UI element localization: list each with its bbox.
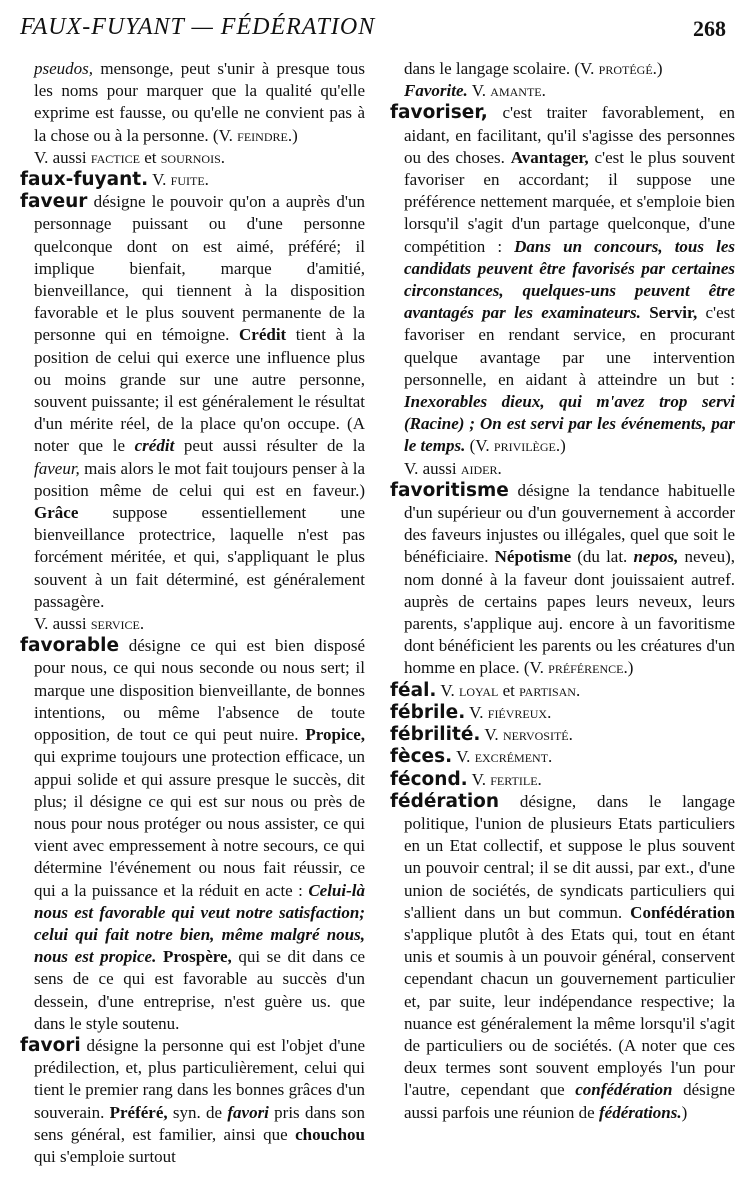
entry-feces: fèces. V. excrément. <box>390 746 553 768</box>
entry-faveur: faveur désigne le pouvoir qu'on a auprès d'un personnage puissant ou d'une personne quelconque dont on est aimé, préféré; il implique bienfait, marque d'amitié, bienveillance, qui tiennent à la disposition favorable et le plus souvent permanente de la personne qui en témoigne. Crédit tient à la position de celui qui exerce une influence plus ou moins grande sur une autre personne, souvent puissante; il est généralement le résultat d'un mérite réel, de la place qu'on occupe. (A noter que le crédit peut aussi résulter de la faveur, mais alors le mot fait toujours penser à la position même de celui qui est en faveur.) Grâce suppose essentiellement une bienveillance protectrice, laquelle n'est pas forcément méritée, et qui, s'appliquant le plus souvent à un fait déterminé, est généralement passagère. <box>20 191 366 611</box>
headword: fébrilité. <box>390 724 481 746</box>
headword: favoriser, <box>390 102 488 124</box>
continued-entry: pseudos, mensonge, peut s'unir à presque tous les noms pour marquer que la qualité qu'elle exprime est fausse, ou qu'elle ne convient pas à la chose ou à la personne. (V. feindre.) <box>34 59 365 145</box>
entry-faux-fuyant: faux-fuyant. V. fuite. <box>20 169 209 191</box>
entry-favorable: favorable désigne ce qui est bien disposé pour nous, ce qui nous seconde ou nous sert; il marque une disposition bienveillante, de bonnes intentions, ou même l'absence de toute opposition, de tout ce qui peut nuire. Propice, qui exprime toujours une protection efficace, un appui solide et qui assure presque le succès, dit plus; il désigne ce qui est sur nous ou près de nous pour nous protéger ou nous assister, ce qui vient avec empressement à notre secours, ce qui détermine l'événement ou nous fait réussir, ce qui a la puissance et la réduit en acte : Celui-là nous est favorable qui veut notre satisfaction; celui qui fait notre bien, même malgré nous, nous est propice. Prospère, qui se dit dans ce sens de ce qui est favorable au succès d'un dessein, d'une entreprise, n'est guère us. que dans le style soutenu. <box>20 635 366 1033</box>
synonym: Népotisme <box>494 547 572 567</box>
headword: fédération <box>390 790 500 812</box>
cross-reference: factice <box>90 147 140 167</box>
cross-reference: sournois <box>160 147 221 167</box>
synonym: Propice, <box>305 725 365 745</box>
cross-reference: nervosité <box>502 725 569 745</box>
page-number: 268 <box>693 16 726 41</box>
synonym: chouchou <box>295 1124 365 1144</box>
entry-favorite: Favorite. V. amante. <box>404 81 546 101</box>
headword: favori <box>20 1034 81 1056</box>
headword: faveur <box>20 191 88 213</box>
headword: fébrile. <box>390 701 466 723</box>
cross-reference: partisan <box>519 680 576 700</box>
entry-febrilite: fébrilité. V. nervosité. <box>390 724 573 746</box>
synonym: Crédit <box>239 325 287 345</box>
synonym: Grâce <box>34 503 79 523</box>
continued-entry: dans le langage scolaire. (V. protégé.) <box>404 59 663 78</box>
subentry: Favorite. <box>404 81 468 101</box>
cross-reference: fuite <box>170 170 205 190</box>
entry-febrile: fébrile. V. fiévreux. <box>390 701 552 723</box>
right-column <box>390 58 735 1124</box>
headword: faux-fuyant. <box>20 169 149 191</box>
entry-federation: fédération désigne, dans le langage politique, l'union de plusieurs Etats particuliers en un Etat collectif, et suppose le plus souvent un pouvoir central; il se dit aussi, par ext., d'une union de sociétés, de syndicats particuliers qui s'allient dans un but commun. Confédération s'applique plutôt à des Etats qui, tout en étant unis et soumis à un pouvoir général, conservent cependant chacun un gouvernement particulier et, par suite, leur indépendance respective; la nuance est généralement la même lorsqu'il s'agit de particuliers ou de sociétés. (A noter que ces deux termes sont souvent employés l'un pour l'autre, cependant que confédération désigne aussi parfois une réunion de fédérations.) <box>390 790 735 1122</box>
entry-favoritisme: favoritisme désigne la tendance habituelle d'un supérieur ou d'un gouvernement à accorder des faveurs injustes ou illégales, quel que soit le bénéficiaire. Népotisme (du lat. nepos, neveu), nom donné à la faveur dont jouissaient autref. auprès de certains papes leurs neveux, leurs parents, s'applique auj. encore à un favoritisme dont bénéficient les parents ou les créatures d'un homme en place. (V. préférence.) <box>390 479 735 678</box>
cross-reference: préférence <box>548 658 624 678</box>
entry-feal: féal. V. loyal et partisan. <box>390 679 581 701</box>
cross-reference: fertile <box>490 769 538 789</box>
synonym: Prospère, <box>163 947 232 967</box>
entry-favori: favori désigne la personne qui est l'objet d'une prédilection, et, plus particulièrement, celui qui tient le premier rang dans les bonnes grâces d'un souverain. Préféré, syn. de favori pris dans son sens général, est familier, ainsi que chouchou qui s'emploie surtout <box>20 1034 365 1166</box>
synonym: Servir, <box>649 303 698 323</box>
synonym: Avantager, <box>510 147 589 167</box>
cross-reference: feindre <box>237 125 288 145</box>
example: Dans un concours, tous les candidats peuvent être favorisés par certaines circonstances, quelques-uns peuvent être avantagés par les examinateurs. <box>404 236 735 323</box>
cross-reference: protégé <box>598 59 653 78</box>
cross-reference: aider <box>460 458 498 478</box>
entry-favoriser: favoriser, c'est traiter favorablement, en aidant, en facilitant, qu'il s'agisse des personnes ou des choses. Avantager, c'est le plus souvent favoriser en accordant; il suppose une préférence nettement marquée, et s'emploie bien lorsqu'il s'agit d'un partage quelconque, d'une compétition : Dans un concours, tous les candidats peuvent être favorisés par certaines circonstances, quelques-uns peuvent être avantagés par les examinateurs. Servir, c'est favoriser en rendant service, en procurant quelque avantage par une intervention personnelle, en aidant à atteindre un but : Inexorables dieux, qui m'avez trop servi (Racine) ; On est servi par les événements, par le temps. (V. privilège.) <box>390 102 736 456</box>
page-header <box>16 10 734 46</box>
see-also: V. aussi aider. <box>404 458 502 478</box>
running-head: FAUX-FUYANT — FÉDÉRATION <box>20 14 376 40</box>
left-column <box>20 58 365 1168</box>
synonym: Préféré, <box>109 1102 168 1122</box>
example: Inexorables dieux, qui m'avez trop servi (Racine) ; On est servi par les événements, par le temps. <box>404 392 735 456</box>
cross-reference: privilège <box>493 436 556 456</box>
cross-reference: loyal <box>458 680 499 700</box>
example: Celui-là nous est favorable qui veut notre satisfaction; celui qui fait notre bien, même malgré nous, nous est propice. <box>34 880 365 967</box>
headword: féal. <box>390 679 437 701</box>
entry-fecond: fécond. V. fertile. <box>390 768 542 790</box>
see-also: V. aussi factice et sournois. <box>34 147 226 167</box>
headword: fèces. <box>390 746 453 768</box>
headword: favoritisme <box>390 479 509 501</box>
headword: favorable <box>20 635 120 657</box>
cross-reference: amante <box>490 81 542 101</box>
synonym: Confédération <box>630 902 735 922</box>
cross-reference: fiévreux <box>487 702 548 722</box>
cross-reference: service <box>90 614 140 634</box>
headword: fécond. <box>390 768 468 790</box>
cross-reference: excrément <box>474 747 549 767</box>
see-also: V. aussi service. <box>34 614 145 634</box>
